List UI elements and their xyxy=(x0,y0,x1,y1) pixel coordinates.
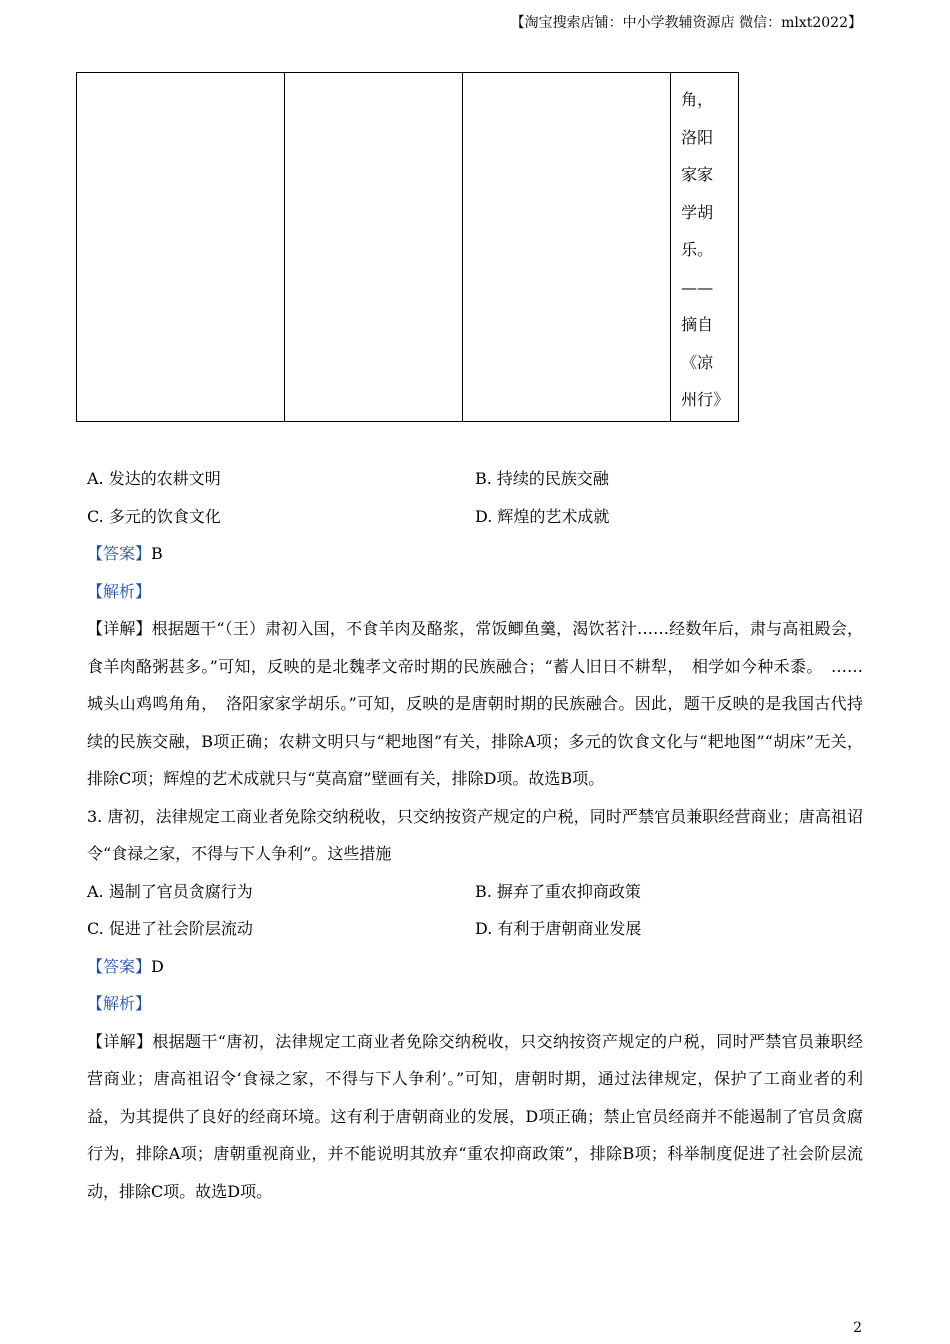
q3-option-d: D. 有利于唐朝商业发展 xyxy=(475,919,642,938)
page-header: 【淘宝搜索店铺：中小学教辅资源店 微信：mlxt2022】 xyxy=(510,15,862,31)
table-line: 州行》 xyxy=(681,390,730,409)
q2-option-b: B. 持续的民族交融 xyxy=(475,469,609,488)
detail-text: 根据题干“唐初，法律规定工商业者免除交纳税收，只交纳按资产规定的户税，同时严禁官员兼职经营商业；唐高祖诏令‘食禄之家，不得与下人争利’。”可知，唐朝时期，通过法律规定，保护了工商业者的利益，为其提供了良好的经商环境。这有利于唐朝商业的发展，D项正确；禁止官员经商并不能遏制了官员贪腐行为，排除A项；唐朝重视商业，并不能说明其放弃“重农抑商政策”，排除B项；科举制度促进了社会阶层流动，排除C项。故选D项。 xyxy=(87,1031,863,1201)
q2-options-row-1 xyxy=(87,460,863,498)
analysis-tag: 【解析】 xyxy=(87,994,152,1013)
q3-option-a: A. 遏制了官员贪腐行为 xyxy=(87,881,253,901)
detail-tag: 【详解】 xyxy=(87,1031,153,1051)
analysis-tag: 【解析】 xyxy=(87,581,152,601)
table-cell-2 xyxy=(285,73,462,421)
table-line: 《凉 xyxy=(681,352,714,372)
table-line: 乐。 xyxy=(681,240,714,259)
answer-value: B xyxy=(151,544,163,563)
answer-tag: 【答案】 xyxy=(87,544,152,563)
detail-tag: 【详解】 xyxy=(87,619,152,638)
document-body xyxy=(87,460,880,1210)
table-line: 角， xyxy=(681,90,714,109)
q2-analysis xyxy=(87,573,863,611)
q3-answer xyxy=(87,948,863,986)
q2-option-a: A. 发达的农耕文明 xyxy=(87,469,221,488)
q3-stem: 3. 唐初，法律规定工商业者免除交纳税收，只交纳按资产规定的户税，同时严禁官员兼职经营商业；唐高祖诏令“食禄之家，不得与下人争利”。这些措施 xyxy=(87,806,863,863)
q3-options-row-1 xyxy=(87,873,863,911)
answer-tag: 【答案】 xyxy=(87,956,152,976)
detail-text: 根据题干“（王）肃初入国，不食羊肉及酪浆，常饭鲫鱼羹，渴饮茗汁……经数年后，肃与高祖殿会，食羊肉酪粥甚多。”可知，反映的是北魏孝文帝时期的民族融合；“蓄人旧日不耕犁， 相学如今种禾黍。 …… 城头山鸡鸣角角， 洛阳家家学胡乐。”可知，反映的是唐朝时期的民族融合。因此，题干反映的是我国古代持续的民族交融，B项正确；农耕文明只与“耙地图”有关，排除A项；多元的饮食文化与“耙地图”“胡床”无关，排除C项；辉煌的艺术成就只与“莫高窟”壁画有关，排除D项。故选B项。 xyxy=(87,619,880,788)
q2-detail xyxy=(87,610,880,798)
q3-detail xyxy=(87,1023,863,1211)
table-cell-3 xyxy=(463,73,671,421)
table-line: 家家 xyxy=(681,165,714,184)
q2-option-d: D. 辉煌的艺术成就 xyxy=(475,506,610,526)
q3-option-c: C. 促进了社会阶层流动 xyxy=(87,919,253,938)
q3-analysis xyxy=(87,985,863,1023)
q2-answer xyxy=(87,535,863,573)
poem-table xyxy=(76,72,739,422)
page-number: 2 xyxy=(853,1320,862,1336)
answer-value: D xyxy=(151,956,164,976)
table-cell-4 xyxy=(671,73,738,421)
table-cell-1 xyxy=(77,73,285,421)
table-line: 摘自 xyxy=(681,315,714,334)
table-line: —— xyxy=(681,277,714,297)
q3-option-b: B. 摒弃了重农抑商政策 xyxy=(475,881,641,901)
q3-options-row-2 xyxy=(87,910,863,948)
table-line: 学胡 xyxy=(681,202,714,222)
table-line: 洛阳 xyxy=(681,127,714,147)
q2-options-row-2 xyxy=(87,498,863,536)
q2-option-c: C. 多元的饮食文化 xyxy=(87,506,221,526)
